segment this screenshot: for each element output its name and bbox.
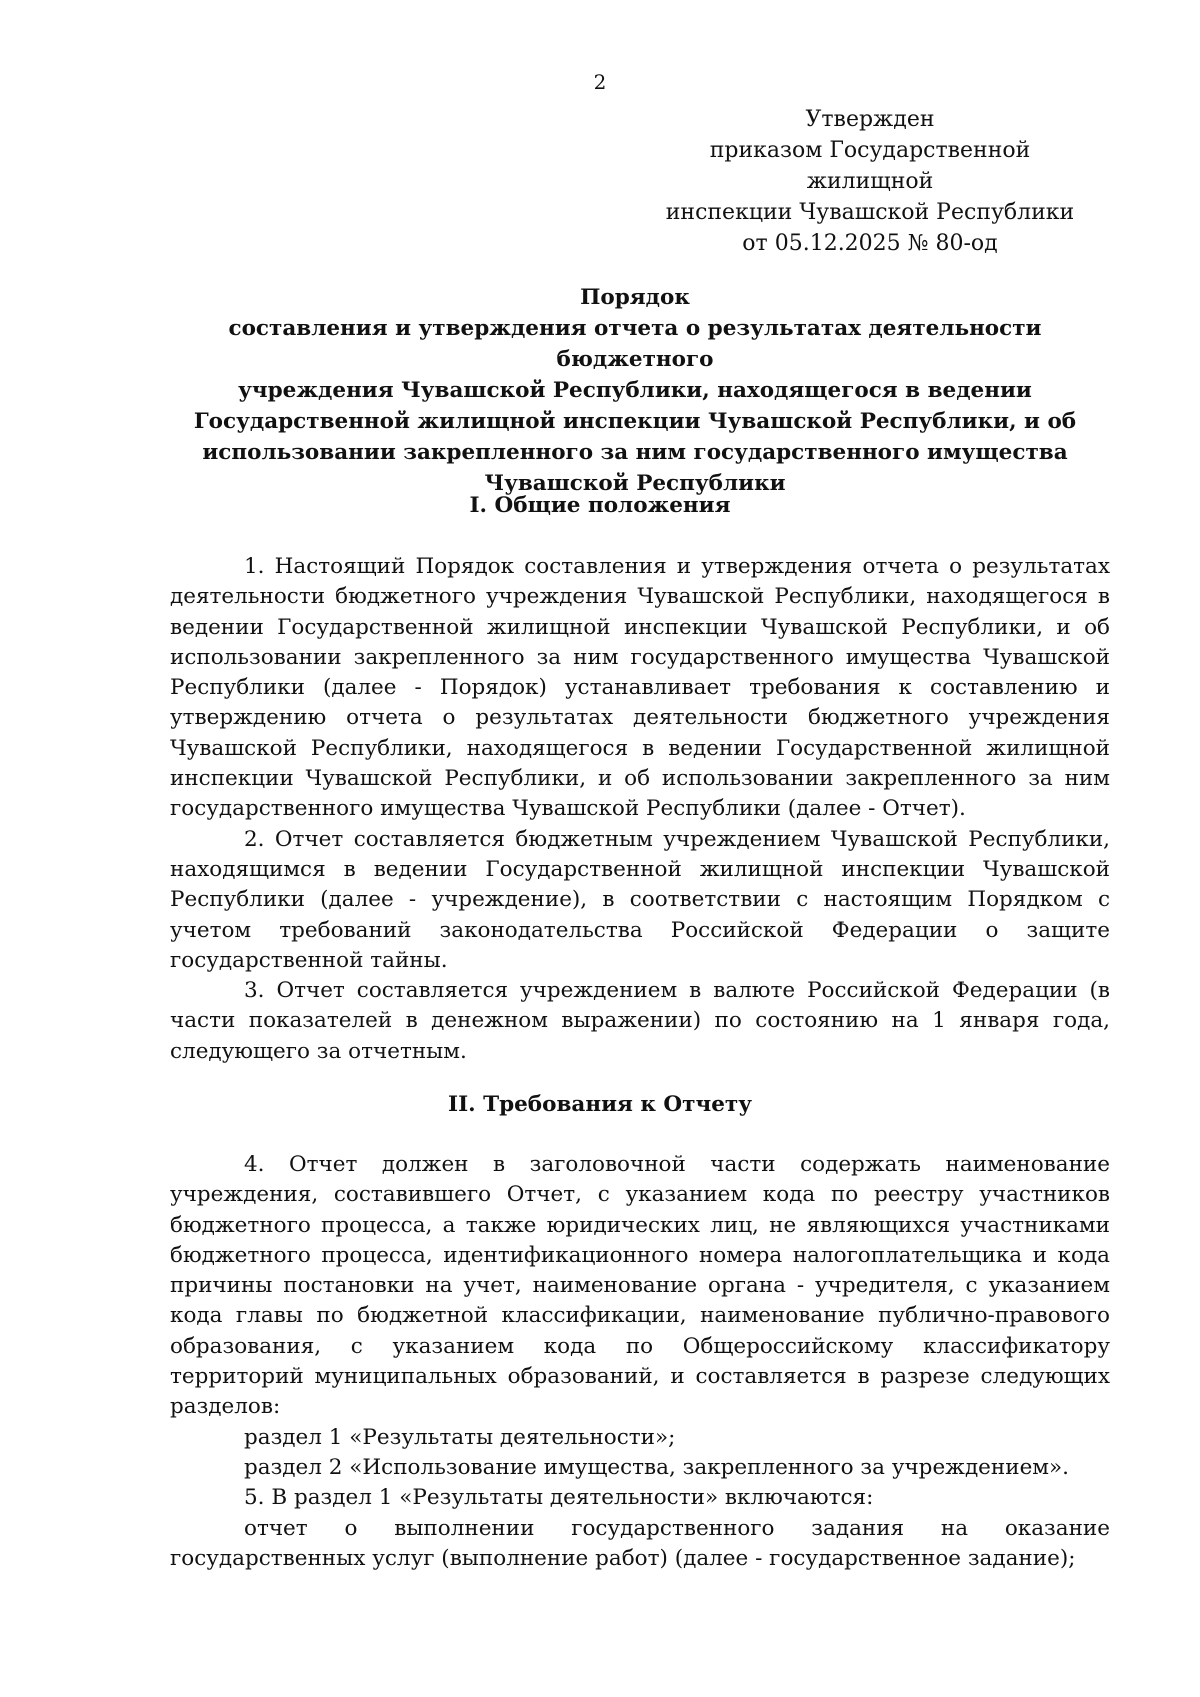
section-requirements-body <box>170 1150 1110 1574</box>
paragraph-2: 2. Отчет составляется бюджетным учреждением Чувашской Республики, находящимся в ведении Государственной жилищной инспекции Чувашской Республики (далее - учреждение), в соответствии с настоящим Порядком с учетом требований законодательства Российской Федерации о защите государственной тайны. <box>170 826 1110 973</box>
document-title <box>170 282 1100 499</box>
section-heading-requirements: II. Требования к Отчету <box>448 1092 752 1117</box>
list-item-section-1: раздел 1 «Результаты деятельности»; <box>244 1424 676 1450</box>
title-line: учреждения Чувашской Республики, находящегося в ведении <box>238 378 1032 403</box>
title-line: Чувашской Республики <box>484 471 786 496</box>
title-line: Порядок <box>580 285 690 310</box>
approval-line: от 05.12.2025 № 80-од <box>742 231 998 256</box>
list-item-section-2: раздел 2 «Использование имущества, закрепленного за учреждением». <box>244 1454 1069 1480</box>
title-line: использовании закрепленного за ним государственного имущества <box>202 440 1068 465</box>
section-general-body <box>170 552 1110 1067</box>
approval-block <box>650 104 1090 259</box>
title-line: Государственной жилищной инспекции Чувашской Республики, и об <box>193 409 1077 434</box>
approval-line: Утвержден <box>805 107 935 132</box>
section-heading-general: I. Общие положения <box>469 493 731 518</box>
title-line: составления и утверждения отчета о результатах деятельности бюджетного <box>228 316 1042 372</box>
page-number: 2 <box>593 70 607 94</box>
paragraph-5-item: отчет о выполнении государственного задания на оказание государственных услуг (выполнение работ) (далее - государственное задание); <box>170 1515 1110 1571</box>
approval-line: приказом Государственной жилищной <box>709 138 1031 194</box>
paragraph-1: 1. Настоящий Порядок составления и утверждения отчета о результатах деятельности бюджетного учреждения Чувашской Республики, находящегося в ведении Государственной жилищной инспекции Чувашской Республики, и об использовании закрепленного за ним государственного имущества Чувашской Республики (далее - Порядок) устанавливает требования к составлению и утверждению отчета о результатах деятельности бюджетного учреждения Чувашской Республики, находящегося в ведении Государственной жилищной инспекции Чувашской Республики, и об использовании закрепленного за ним государственного имущества Чувашской Республики (далее - Отчет). <box>170 554 1110 822</box>
approval-line: инспекции Чувашской Республики <box>665 200 1075 225</box>
paragraph-4: 4. Отчет должен в заголовочной части содержать наименование учреждения, составившего Отчет, с указанием кода по реестру участников бюджетного процесса, а также юридических лиц, не являющихся участниками бюджетного процесса, идентификационного номера налогоплательщика и кода причины постановки на учет, наименование органа - учредителя, с указанием кода главы по бюджетной классификации, наименование публично-правового образования, с указанием кода по Общероссийскому классификатору территорий муниципальных образований, и составляется в разрезе следующих разделов: <box>170 1152 1110 1420</box>
paragraph-3: 3. Отчет составляется учреждением в валюте Российской Федерации (в части показателей в денежном выражении) по состоянию на 1 января года, следующего за отчетным. <box>170 978 1110 1064</box>
paragraph-5: 5. В раздел 1 «Результаты деятельности» включаются: <box>244 1485 874 1511</box>
